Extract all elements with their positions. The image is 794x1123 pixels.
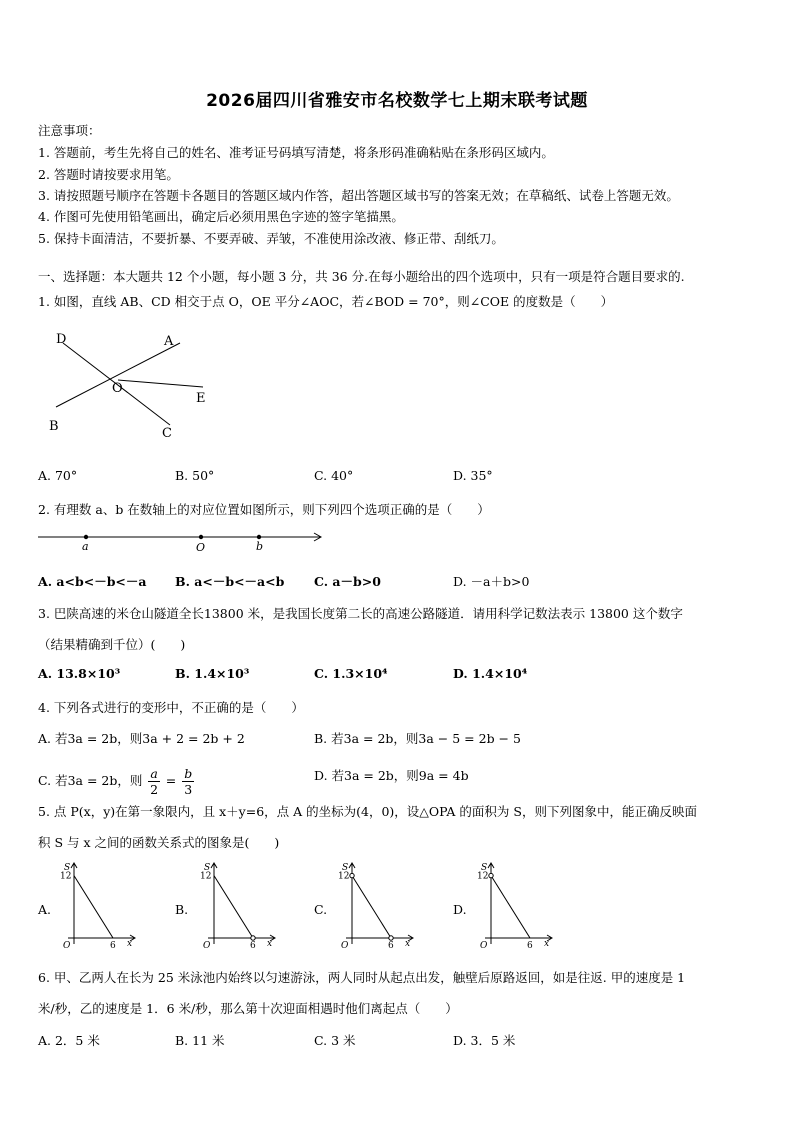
axis-label-x: x — [405, 939, 411, 949]
fig-label-a: A — [164, 334, 174, 349]
notes-heading: 注意事项： — [38, 123, 101, 138]
q4-option-a: A. 若3a = 2b，则3a + 2 = 2b + 2 — [38, 731, 245, 746]
q2-option-c: C. a－b>0 — [314, 574, 381, 589]
open-endpoint — [251, 936, 255, 940]
fig-label-b: B — [49, 419, 59, 434]
q4-option-c-text: C. 若3a = 2b，则 — [38, 773, 143, 788]
q3-option-a: A. 13.8×10³ — [38, 666, 121, 681]
q3-option-b: B. 1.4×10³ — [175, 666, 250, 681]
origin-label: O — [480, 941, 488, 950]
q3-option-c: C. 1.3×10⁴ — [314, 666, 388, 681]
open-endpoint — [489, 873, 493, 877]
axis-label-x: x — [267, 939, 273, 949]
q2-option-d: D. －a＋b>0 — [453, 574, 530, 589]
fraction-b-over-3: $\frac{b}{3}$ — [184, 766, 193, 797]
fig-label-e: E — [196, 391, 206, 406]
q6-stem-line2: 米/秒，乙的速度是 1．6 米/秒，那么第十次迎面相遇时他们离起点（ ） — [38, 1001, 458, 1016]
axis-label-s: S — [481, 863, 488, 873]
section-heading: 一、选择题：本大题共 12 个小题，每小题 3 分，共 36 分.在每小题给出的四个选项中，只有一项是符合题目要求的. — [38, 269, 685, 284]
q5-option-b: B. — [175, 902, 189, 917]
q5-stem-line1: 5. 点 P(x，y)在第一象限内，且 x＋y=6，点 A 的坐标为(4，0)，设△OPA 的面积为 S，则下列图象中，能正确反映面 — [38, 804, 697, 819]
tick-label-12: 12 — [477, 871, 489, 882]
q6-option-c: C. 3 米 — [314, 1033, 356, 1048]
q1-figure — [38, 325, 228, 445]
graph-line — [352, 876, 391, 938]
origin-label: O — [203, 941, 211, 950]
q3-stem-line1: 3. 巴陕高速的米仓山隧道全长13800 米，是我国长度第二长的高速公路隧道．请用科学记数法表示 13800 这个数字 — [38, 606, 683, 621]
q4-option-b: B. 若3a = 2b，则3a − 5 = 2b − 5 — [314, 731, 521, 746]
q1-option-a: A. 70° — [38, 468, 78, 483]
axis-label-o: O — [196, 541, 206, 553]
q6-stem-line1: 6. 甲、乙两人在长为 25 米泳池内始终以匀速游泳，两人同时从起点出发，触壁后原路返回，如是往返. 甲的速度是 1 — [38, 970, 686, 985]
open-endpoint — [350, 873, 354, 877]
q6-option-a: A. 2．5 米 — [38, 1033, 100, 1048]
q5-graph-a — [58, 860, 138, 950]
q6-option-b: B. 11 米 — [175, 1033, 225, 1048]
axis-label-a: a — [82, 540, 89, 553]
note-item: 4. 作图可先使用铅笔画出，确定后必须用黑色字迹的签字笔描黑。 — [38, 209, 404, 224]
note-item: 3. 请按照题号顺序在答题卡各题目的答题区域内作答，超出答题区域书写的答案无效；在草稿纸、试卷上答题无效。 — [38, 188, 679, 203]
q5-graph-d — [475, 860, 555, 950]
open-endpoint — [389, 936, 393, 940]
q1-option-d: D. 35° — [453, 468, 493, 483]
q4-stem: 4. 下列各式进行的变形中，不正确的是（ ） — [38, 700, 304, 715]
q1-option-b: B. 50° — [175, 468, 215, 483]
q4-option-d: D. 若3a = 2b，则9a = 4b — [314, 768, 469, 783]
q2-option-a: A. a<b<－b<－a — [38, 574, 147, 589]
tick-label-6: 6 — [527, 941, 533, 950]
tick-label-12: 12 — [200, 871, 212, 882]
origin-label: O — [63, 941, 71, 950]
q1-option-c: C. 40° — [314, 468, 354, 483]
q5-graph-b — [198, 860, 278, 950]
tick-label-12: 12 — [60, 871, 72, 882]
tick-label-6: 6 — [110, 941, 116, 950]
q5-option-a: A. — [38, 902, 52, 917]
q4-option-c: C. 若3a = 2b，则 $\frac{a}{2}$ = $\frac{b}{3}$ — [38, 766, 193, 797]
axis-label-x: x — [544, 939, 550, 949]
axis-label-s: S — [342, 863, 349, 873]
origin-label: O — [341, 941, 349, 950]
graph-line — [491, 876, 530, 938]
note-item: 1. 答题前，考生先将自己的姓名、准考证号码填写清楚，将条形码准确粘贴在条形码区域内。 — [38, 145, 554, 160]
q1-stem: 1. 如图，直线 AB、CD 相交于点 O，OE 平分∠AOC，若∠BOD = 70°，则∠COE 的度数是（ ） — [38, 294, 614, 309]
q5-graph-c — [336, 860, 416, 950]
graph-line — [74, 876, 113, 938]
axis-label-x: x — [127, 939, 133, 949]
q5-stem-line2: 积 S 与 x 之间的函数关系式的图象是( ) — [38, 835, 280, 850]
axis-label-s: S — [64, 863, 71, 873]
note-item: 2. 答题时请按要求用笔。 — [38, 167, 179, 182]
q2-option-b: B. a<－b<－a<b — [175, 574, 285, 589]
note-item: 5. 保持卡面清洁，不要折暴、不要弄破、弄皱，不准使用涂改液、修正带、刮纸刀。 — [38, 231, 504, 246]
page-title: 2026届四川省雅安市名校数学七上期末联考试题 — [206, 91, 588, 111]
fig-label-o: O — [112, 381, 123, 396]
q3-stem-line2: （结果精确到千位）( ) — [38, 637, 186, 652]
tick-label-6: 6 — [250, 941, 256, 950]
fig-label-d: D — [56, 332, 67, 347]
fraction-a-over-2: $\frac{a}{2}$ — [150, 766, 159, 797]
axis-label-b: b — [256, 540, 264, 553]
fig-label-c: C — [162, 426, 172, 441]
q6-option-d: D. 3．5 米 — [453, 1033, 516, 1048]
tick-label-12: 12 — [338, 871, 350, 882]
q2-number-line — [38, 527, 328, 553]
q3-option-d: D. 1.4×10⁴ — [453, 666, 528, 681]
tick-label-6: 6 — [388, 941, 394, 950]
q5-option-c: C. — [314, 902, 328, 917]
graph-line — [214, 876, 253, 938]
axis-label-s: S — [204, 863, 211, 873]
q5-option-d: D. — [453, 902, 467, 917]
q2-stem: 2. 有理数 a、b 在数轴上的对应位置如图所示，则下列四个选项正确的是（ ） — [38, 502, 490, 517]
